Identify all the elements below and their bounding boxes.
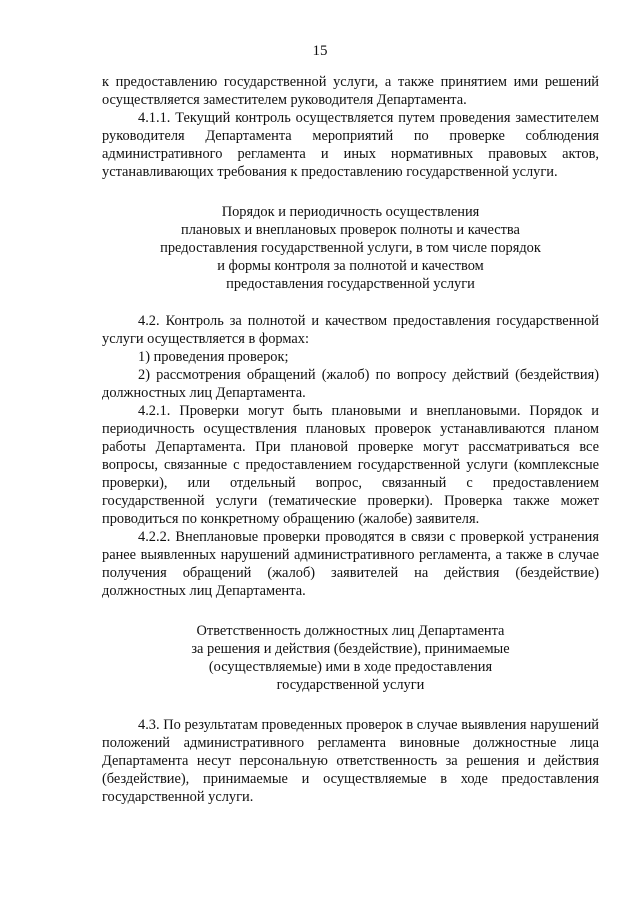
section-heading-control-procedure xyxy=(102,203,599,293)
heading-line: государственной услуги xyxy=(276,677,425,693)
paragraph-intro: к предоставлению государственной услуги, а также принятием ими решений осуществляется заместителем руководителя Департамента. xyxy=(102,74,599,108)
heading-line: предоставления государственной услуги, в том числе порядок xyxy=(160,240,541,256)
heading-line: и формы контроля за полнотой и качеством xyxy=(217,258,484,274)
list-item: 1) проведения проверок; xyxy=(138,349,289,365)
document-body xyxy=(102,73,599,806)
heading-line: предоставления государственной услуги xyxy=(226,276,475,292)
spacer xyxy=(102,181,599,203)
paragraph-4-2-1: 4.2.1. Проверки могут быть плановыми и внеплановыми. Порядок и периодичность осуществления плановых проверок устанавливаются планом работы Департамента. При плановой проверке могут рассматриваться все вопросы, связанные с предоставлением государственной услуги (комплексные проверки), или отдельный вопрос, связанный с предоставлением государственной услуги (тематические проверки). Проверка также может проводиться по конкретному обращению (жалобе) заявителя. xyxy=(102,403,599,527)
list-item: 2) рассмотрения обращений (жалоб) по вопросу действий (бездействия) должностных лиц Департамента. xyxy=(102,367,599,401)
spacer xyxy=(102,293,599,312)
paragraph-4-2-2: 4.2.2. Внеплановые проверки проводятся в связи с проверкой устранения ранее выявленных нарушений административного регламента, а также в случае получения обращений (жалоб) заявителей на действия (бездействие) должностных лиц Департамента. xyxy=(102,529,599,599)
paragraph-4-3: 4.3. По результатам проведенных проверок в случае выявления нарушений положений административного регламента виновные должностные лица Департамента несут персональную ответственность за решения и действия (бездействие), принимаемые и осуществляемые в ходе предоставления государственной услуги. xyxy=(102,717,599,805)
paragraph-4-2: 4.2. Контроль за полнотой и качеством предоставления государственной услуги осуществляется в формах: xyxy=(102,313,599,347)
heading-line: (осуществляемые) ими в ходе предоставления xyxy=(208,659,493,675)
heading-line: за решения и действия (бездействие), принимаемые xyxy=(191,641,510,657)
heading-line: Ответственность должностных лиц Департамента xyxy=(196,623,505,639)
spacer xyxy=(102,694,599,716)
page-number: 15 xyxy=(312,43,328,59)
paragraph-4-1-1: 4.1.1. Текущий контроль осуществляется путем проведения заместителем руководителя Департамента мероприятий по проверке соблюдения административного регламента и иных нормативных правовых актов, устанавливающих требования к предоставлению государственной услуги. xyxy=(102,110,599,180)
spacer xyxy=(102,600,599,622)
heading-line: Порядок и периодичность осуществления xyxy=(221,204,480,220)
section-heading-responsibility xyxy=(102,622,599,694)
heading-line: плановых и внеплановых проверок полноты и качества xyxy=(181,222,520,238)
